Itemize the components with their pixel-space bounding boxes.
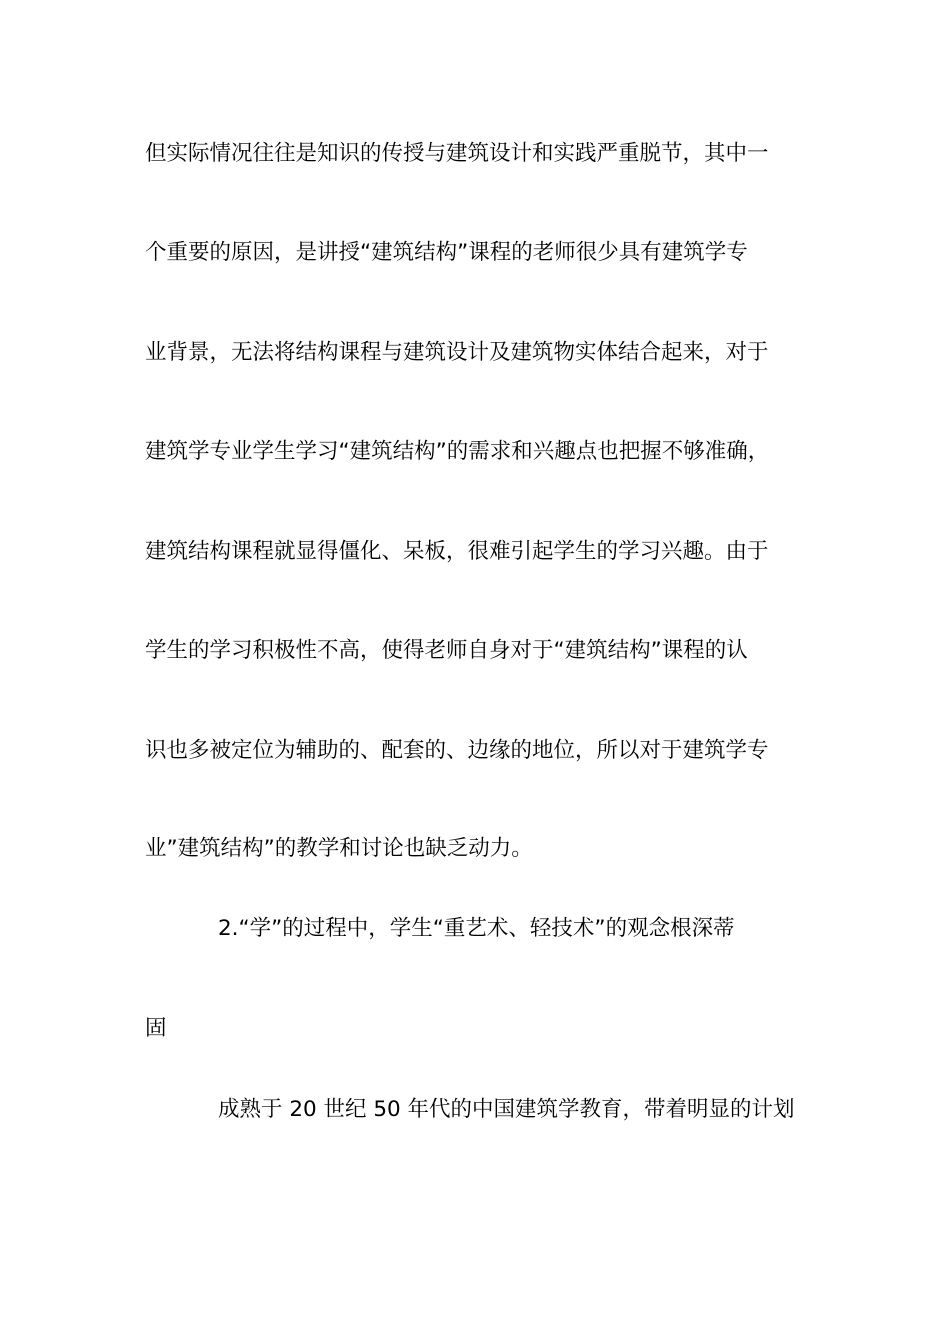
paragraph-line: 但实际情况往往是知识的传授与建筑设计和实践严重脱节，其中一 — [145, 141, 769, 166]
section-heading-continuation: 固 — [145, 1016, 167, 1041]
paragraph-line: 业”建筑结构”的教学和讨论也缺乏动力。 — [145, 836, 533, 861]
paragraph-line: 业背景，无法将结构课程与建筑设计及建筑物实体结合起来，对于 — [145, 340, 769, 365]
paragraph-line: 个重要的原因，是讲授“建筑结构”课程的老师很少具有建筑学专 — [145, 240, 748, 265]
paragraph-line: 建筑学专业学生学习“建筑结构”的需求和兴趣点也把握不够准确， — [145, 439, 770, 464]
paragraph-line: 成熟于 20 世纪 50 年代的中国建筑学教育，带着明显的计划 — [218, 1097, 795, 1122]
paragraph-line: 建筑结构课程就显得僵化、呆板，很难引起学生的学习兴趣。由于 — [145, 539, 769, 564]
section-heading: 2.“学”的过程中，学生“重艺术、轻技术”的观念根深蒂 — [218, 916, 735, 941]
paragraph-line: 学生的学习积极性不高，使得老师自身对于“建筑结构”课程的认 — [145, 638, 748, 663]
paragraph-line: 识也多被定位为辅助的、配套的、边缘的地位，所以对于建筑学专 — [145, 738, 769, 763]
